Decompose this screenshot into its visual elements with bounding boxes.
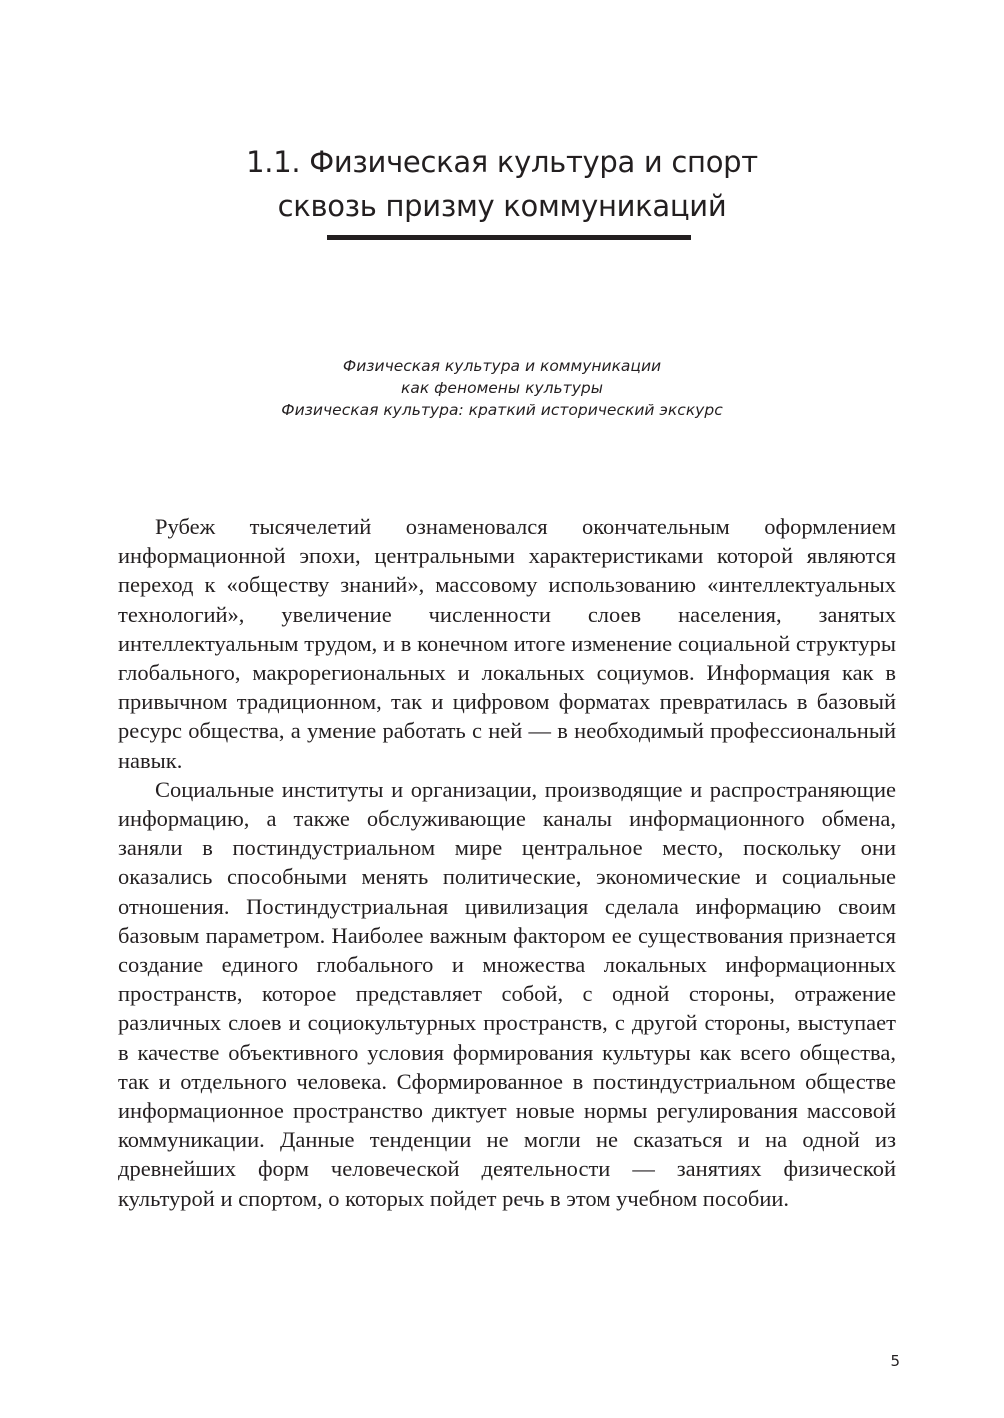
epigraph-line-2: как феномены культуры [401, 379, 603, 397]
title-underline-rule [327, 235, 691, 240]
chapter-title [0, 140, 1004, 228]
epigraph-line-3: Физическая культура: краткий исторический экскурс [281, 401, 723, 419]
chapter-title-line-2: сквозь призму коммуникаций [277, 189, 727, 223]
paragraph-1: Рубеж тысячелетий ознаменовался окончательным оформлением информационной эпохи, центральными характеристиками которой являются переход к «обществу знаний», массовому использованию «интеллектуальных технологий», увеличение численности слоев населения, занятых интеллектуальным трудом, и в конечном итоге изменение социальной структуры глобального, макрорегиональных и локальных социумов. Информация как в привычном традиционном, так и цифровом форматах превратилась в базовый ресурс общества, а умение работать с ней — в необходимый профессиональный навык. [118, 514, 896, 773]
paragraph-2: Социальные институты и организации, производящие и распространяющие информацию, а также обслуживающие каналы информационного обмена, заняли в постиндустриальном мире центральное место, поскольку они оказались способными менять политические, экономические и социальные отношения. Постиндустриальная цивилизация сделала информацию своим базовым параметром. Наиболее важным фактором ее существования признается создание единого глобального и множества локальных информационных пространств, которое представляет собой, с одной стороны, отражение различных слоев и социокультурных пространств, с другой стороны, выступает в качестве объективного условия формирования культуры как всего общества, так и отдельного человека. Сформированное в постиндустриальном обществе информационное пространство диктует новые нормы регулирования массовой коммуникации. Данные тенденции не могли не сказаться и на одной из древнейших форм человеческой деятельности — занятиях физической культурой и спортом, о которых пойдет речь в этом учебном пособии. [118, 776, 896, 1211]
epigraph-line-1: Физическая культура и коммуникации [342, 357, 662, 375]
section-epigraph [0, 355, 1004, 421]
chapter-title-line-1: 1.1. Физическая культура и спорт [246, 145, 758, 179]
body-text [118, 512, 896, 1213]
page-number: 5 [890, 1352, 900, 1370]
